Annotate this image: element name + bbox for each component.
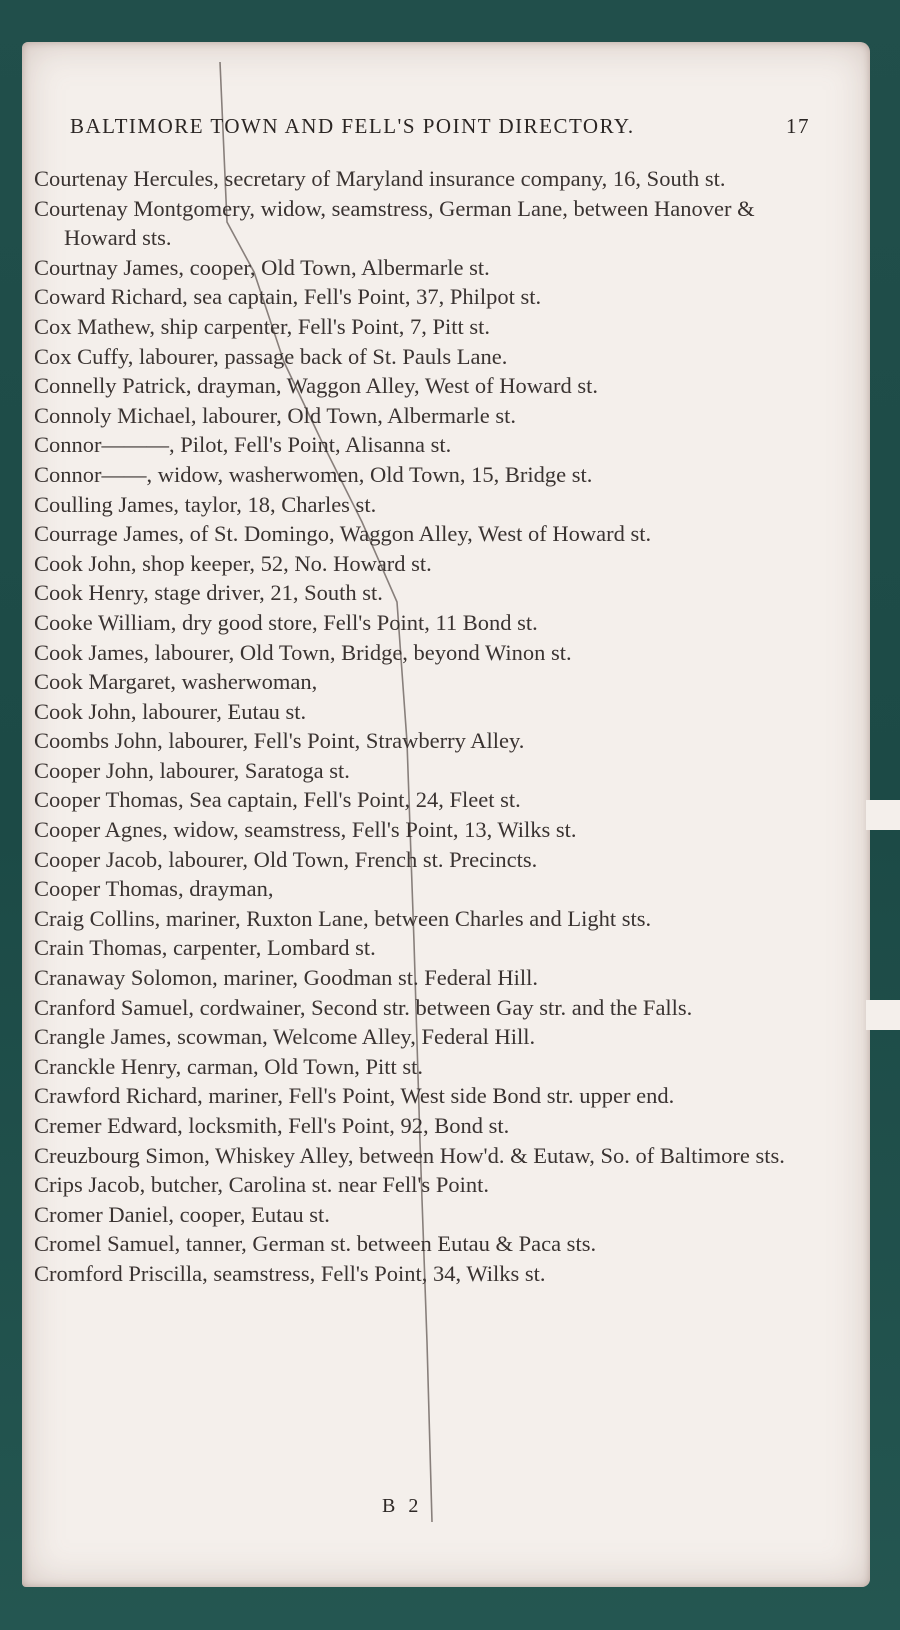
directory-entry: Coulling James, taylor, 18, Charles st. (34, 491, 377, 517)
directory-entry: Connor———, Pilot, Fell's Point, Alisanna st. (34, 432, 452, 458)
directory-entry: Cooper Jacob, labourer, Old Town, French st. Precincts. (34, 846, 538, 872)
directory-entry: Cox Mathew, ship carpenter, Fell's Point, 7, Pitt st. (34, 313, 491, 339)
directory-entry: Cooper Thomas, drayman, (34, 876, 274, 902)
directory-entry: Courtnay James, cooper, Old Town, Albermarle st. (34, 254, 490, 280)
directory-entry: Crain Thomas, carpenter, Lombard st. (34, 935, 376, 961)
directory-entry: Crawford Richard, mariner, Fell's Point, West side Bond str. upper end. (34, 1083, 675, 1109)
page-tear (866, 1000, 900, 1030)
book-page (22, 42, 870, 1587)
directory-entry: Craig Collins, mariner, Ruxton Lane, between Charles and Light sts. (34, 905, 652, 931)
directory-entry: Cooper Thomas, Sea captain, Fell's Point, 24, Fleet st. (34, 787, 521, 813)
directory-entry: Creuzbourg Simon, Whiskey Alley, between How'd. & Eutaw, So. of Baltimore sts. (34, 1142, 785, 1168)
directory-entry: Courtenay Hercules, secretary of Maryland insurance company, 16, South st. (34, 166, 726, 191)
directory-entry: Cooper John, labourer, Saratoga st. (34, 757, 350, 783)
directory-entry: Cromer Daniel, cooper, Eutau st. (34, 1201, 330, 1227)
directory-entry: Crips Jacob, butcher, Carolina st. near Fell's Point. (34, 1172, 489, 1198)
directory-entry: Cranford Samuel, cordwainer, Second str. between Gay str. and the Falls. (34, 994, 693, 1020)
directory-entry: Cook Margaret, washerwoman, (34, 669, 318, 695)
directory-entry: Connelly Patrick, drayman, Waggon Alley, West of Howard st. (34, 373, 598, 399)
directory-entry: Cranaway Solomon, mariner, Goodman st. Federal Hill. (34, 965, 538, 991)
directory-entry: Cook John, labourer, Eutau st. (34, 698, 307, 724)
directory-entry: Cook John, shop keeper, 52, No. Howard st. (34, 550, 432, 576)
directory-entry: Cooke William, dry good store, Fell's Point, 11 Bond st. (34, 609, 538, 635)
directory-entry: Cromel Samuel, tanner, German st. between Eutau & Paca sts. (34, 1231, 597, 1257)
directory-entry: Coward Richard, sea captain, Fell's Point, 37, Philpot st. (34, 284, 542, 310)
directory-entry: Connoly Michael, labourer, Old Town, Albermarle st. (34, 402, 517, 428)
signature-mark: B 2 (382, 1495, 423, 1517)
directory-entry: Cooper Agnes, widow, seamstress, Fell's Point, 13, Wilks st. (34, 817, 577, 843)
directory-entry: Cox Cuffy, labourer, passage back of St. Pauls Lane. (34, 343, 508, 369)
directory-entry: Crangle James, scowman, Welcome Alley, Federal Hill. (34, 1024, 536, 1050)
directory-entry: Cranckle Henry, carman, Old Town, Pitt st. (34, 1053, 423, 1079)
directory-entry: Cremer Edward, locksmith, Fell's Point, 92, Bond st. (34, 1113, 510, 1138)
page-number: 17 (786, 114, 810, 138)
directory-entry: Cook Henry, stage driver, 21, South st. (34, 580, 383, 606)
running-header (70, 114, 810, 139)
directory-entries (34, 164, 814, 1289)
page-tear (866, 800, 900, 830)
directory-entry: Cook James, labourer, Old Town, Bridge, beyond Winon st. (34, 639, 572, 665)
directory-entry: Courrage James, of St. Domingo, Waggon Alley, West of Howard st. (34, 521, 652, 547)
directory-entry: Courtenay Montgomery, widow, seamstress, German Lane, between Hanover & Howard sts. (34, 195, 755, 251)
directory-entry: Coombs John, labourer, Fell's Point, Strawberry Alley. (34, 728, 525, 754)
directory-entry: Connor——, widow, washerwomen, Old Town, 15, Bridge st. (34, 461, 593, 487)
directory-entry: Cromford Priscilla, seamstress, Fell's Point, 34, Wilks st. (34, 1260, 546, 1286)
directory-title: BALTIMORE TOWN AND FELL'S POINT DIRECTORY. (70, 114, 635, 138)
